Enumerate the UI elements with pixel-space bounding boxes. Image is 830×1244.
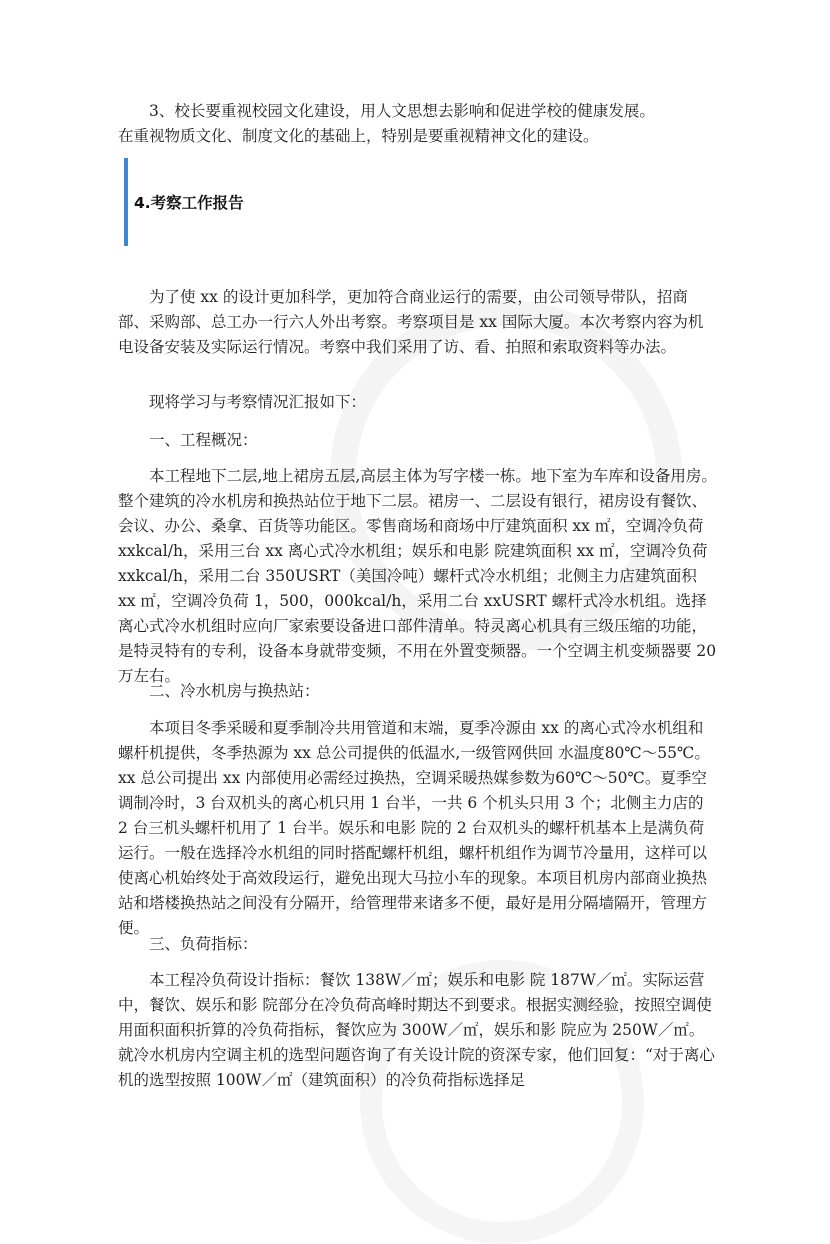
heading-load-index: 三、负荷指标： <box>149 935 258 953</box>
paragraph-project-overview: 本工程地下二层,地上裙房五层,高层主体为写字楼一栋。地下室为车库和设备用房。整个建筑的冷水机房和换热站位于地下二层。裙房一、二层设有银行，裙房设有餐饮、会议、办公、桑拿、百货等功能区。零售商场和商场中厅建筑面积 xx ㎡，空调冷负荷 xxkcal/h，采用三台 xx 离心式冷水机组；娱乐和电影 院建筑面积 xx ㎡，空调冷负荷 xxkcal/h，采用二台 350USRT（美国冷吨）螺杆式冷水机组；北侧主力店建筑面积 xx ㎡，空调冷负荷 1，500，000kcal/h，采用二台 xxUSRT 螺杆式冷水机组。选择离心式冷水机组时应向厂家索要设备进口部件清单。特灵离心机具有三级压缩的功能，是特灵特有的专利，设备本身就带变频，不用在外置变频器。一个空调主机变频器要 20 万左右。 <box>118 467 717 685</box>
heading-chiller-room: 二、冷水机房与换热站： <box>149 682 320 700</box>
paragraph-chiller-room: 本项目冬季采暖和夏季制冷共用管道和末端，夏季冷源由 xx 的离心式冷水机组和螺杆机提供，冬季热源为 xx 总公司提供的低温水,一级管网供回 水温度80℃～55℃。xx 总公司提出 xx 内部使用必需经过换热，空调采暖热媒参数为60℃～50℃。夏季空调制冷时，3 台双机头的离心机只用 1 台半，一共 6 个机头只用 3 个；北侧主力店的 2 台三机头螺杆机用了 1 台半。娱乐和电影 院的 2 台双机头的螺杆机基本上是满负荷运行。一般在选择冷水机组的同时搭配螺杆机组，螺杆机组作为调节冷量用，这样可以使离心机始终处于高效段运行，避免出现大马拉小车的现象。本项目机房内部商业换热站和塔楼换热站之间没有分隔开，给管理带来诸多不便，最好是用分隔墙隔开，管理方便。 <box>118 719 710 937</box>
paragraph-report-lead: 现将学习与考察情况汇报如下： <box>149 393 367 411</box>
heading-project-overview: 一、工程概况： <box>149 431 258 449</box>
section-heading-bar <box>124 158 728 246</box>
paragraph-load-index: 本工程冷负荷设计指标：餐饮 138W／㎡；娱乐和电影 院 187W／㎡。实际运营中，餐饮、娱乐和影 院部分在冷负荷高峰时期达不到要求。根据实测经验，按照空调使用面积面积折算的冷负荷指标，餐饮应为 300W／㎡，娱乐和影 院应为 250W／㎡。就冷水机房内空调主机的选型问题咨询了有关设计院的资深专家，他们回复：“对于离心机的选型按照 100W／㎡（建筑面积）的冷负荷指标选择足 <box>118 971 715 1089</box>
intro-line-1: 3、校长要重视校园文化建设，用人文思想去影响和促进学校的健康发展。 <box>149 102 655 120</box>
section-heading: 4.考察工作报告 <box>134 194 244 212</box>
p1-block <box>118 285 718 360</box>
intro-block <box>118 99 718 149</box>
paragraph-intro: 为了使 xx 的设计更加科学，更加符合商业运行的需要，由公司领导带队，招商部、采购部、总工办一行六人外出考察。考察项目是 xx 国际大厦。本次考察内容为机电设备安装及实际运行情况。考察中我们采用了访、看、拍照和索取资料等办法。 <box>118 288 704 356</box>
intro-line-2: 在重视物质文化、制度文化的基础上，特别是要重视精神文化的建设。 <box>118 127 599 145</box>
